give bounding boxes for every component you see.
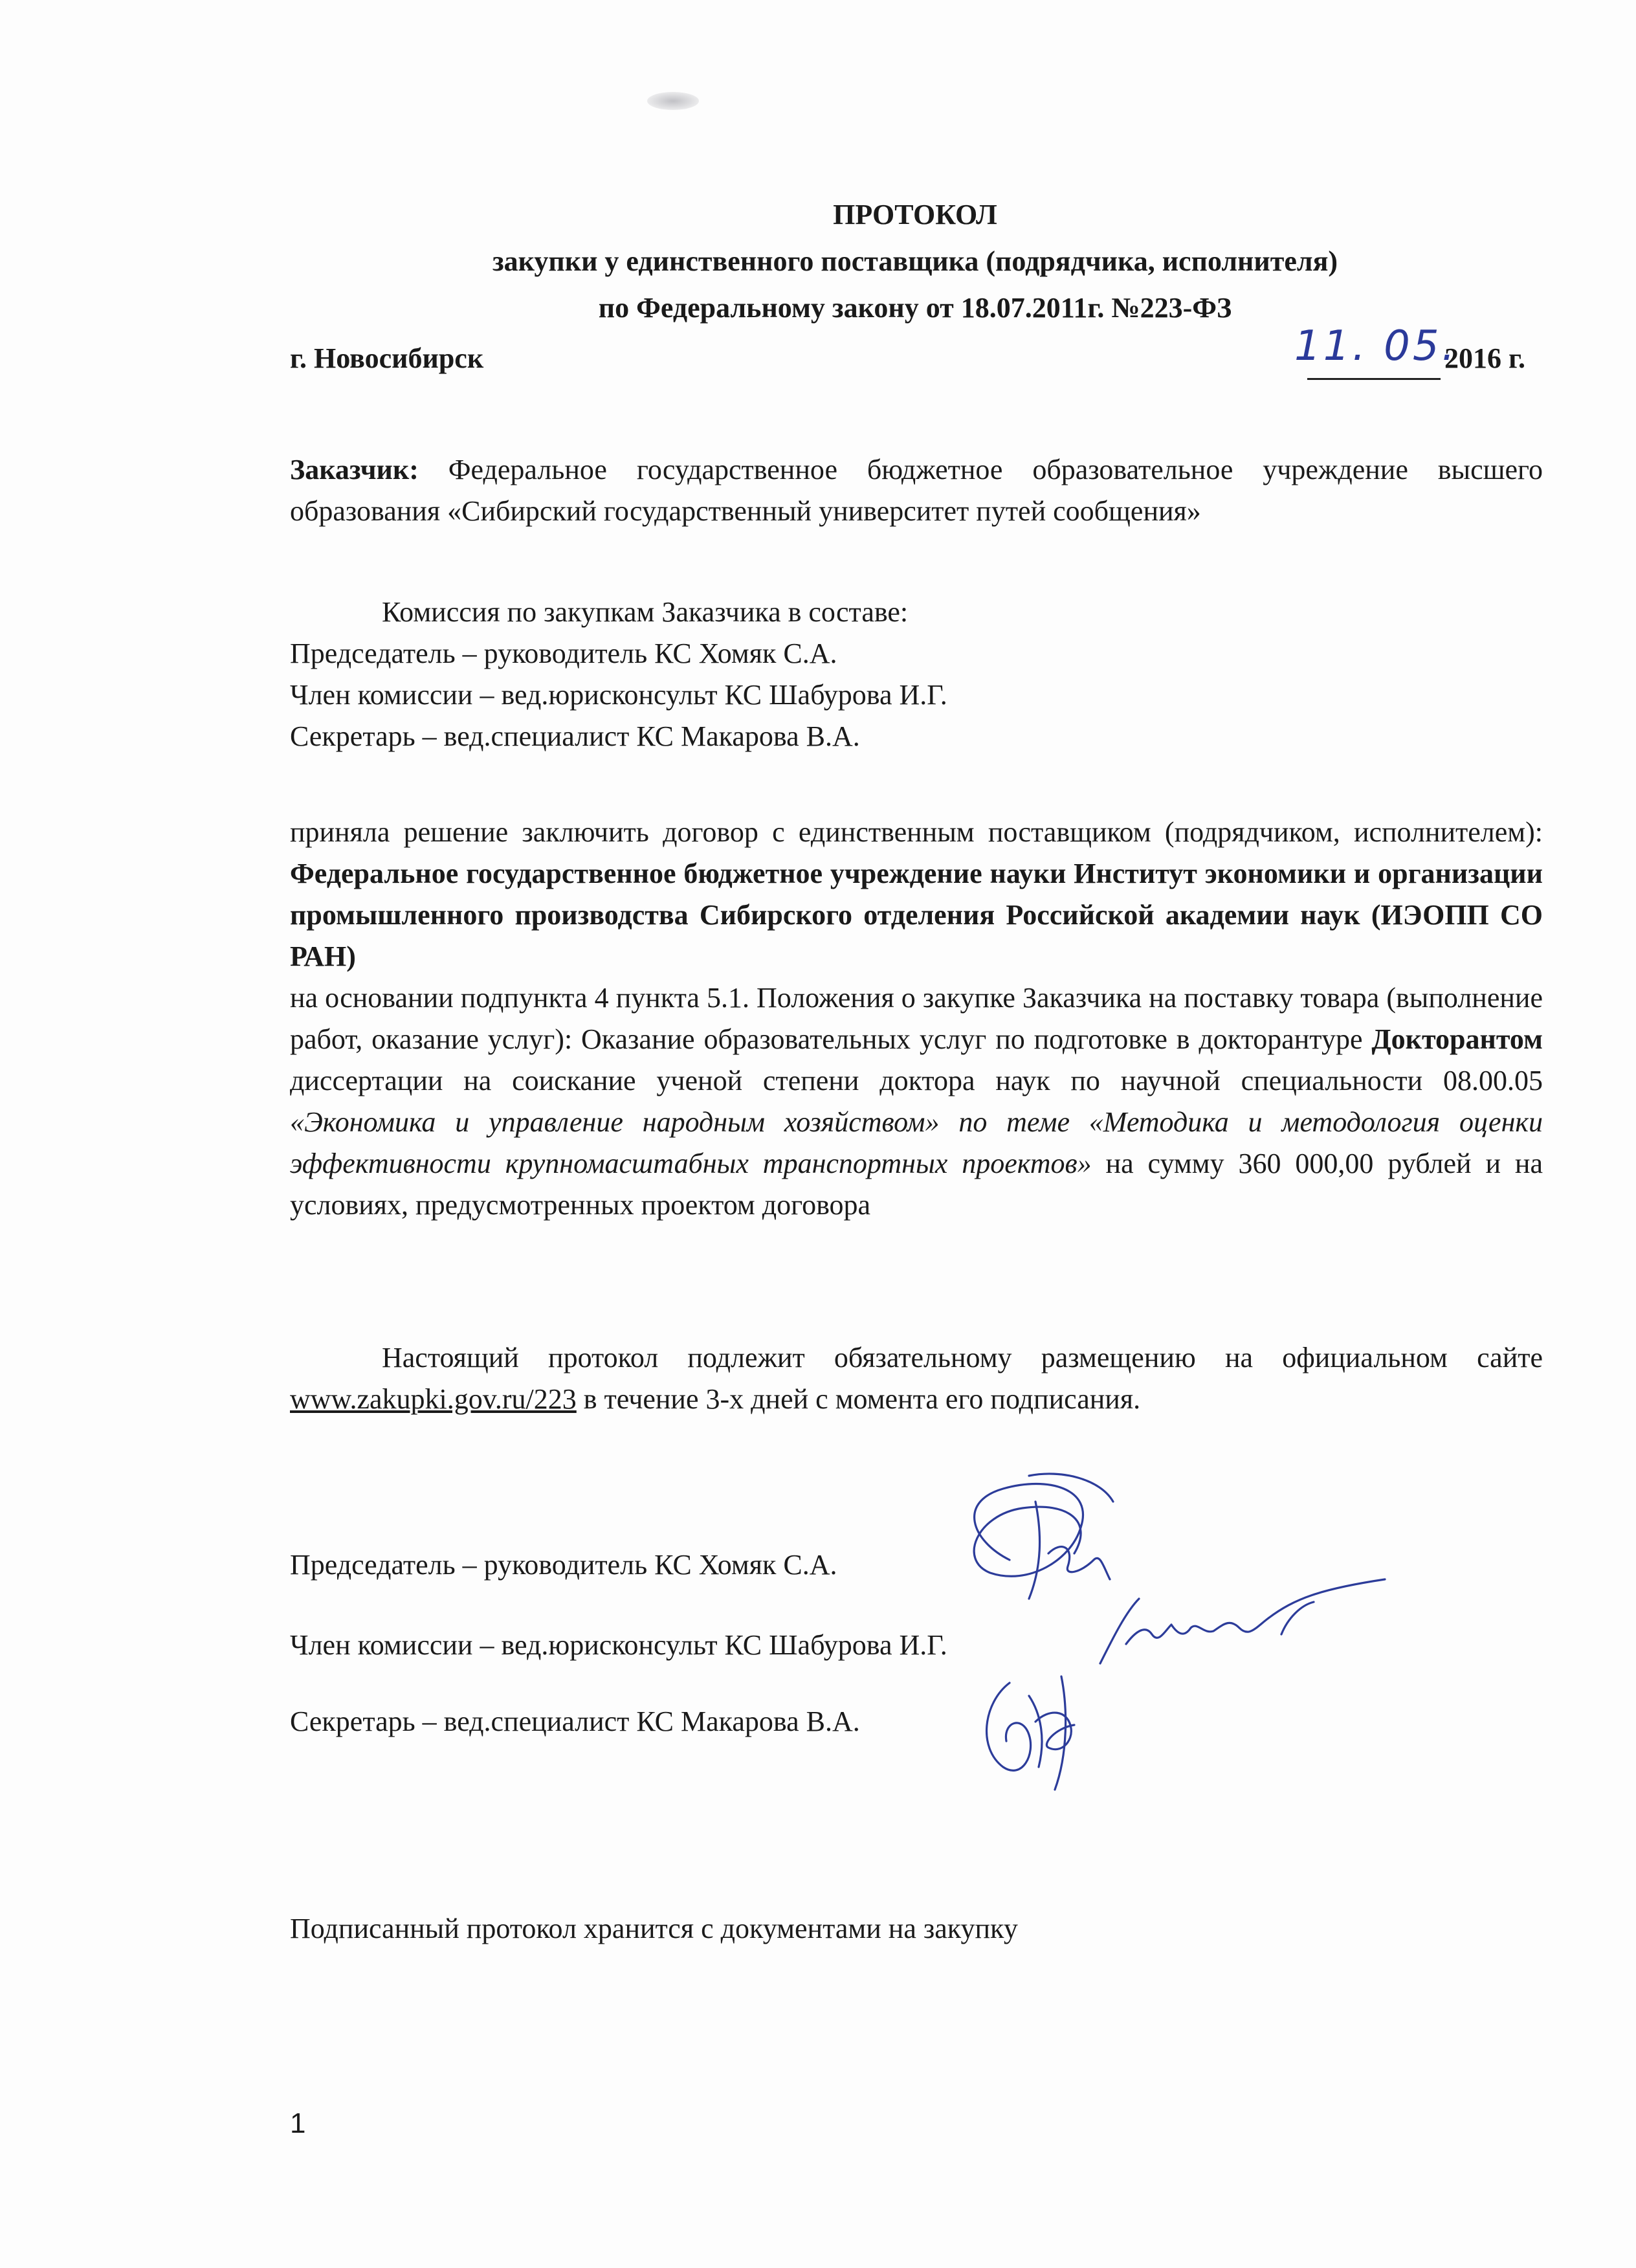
commission-member-secretary: Секретарь – вед.специалист КС Макарова В.А.: [290, 720, 860, 752]
signature-line-member: Член комиссии – вед.юрисконсульт КС Шабурова И.Г.: [290, 1629, 947, 1661]
footer-note: Подписанный протокол хранится с документами на закупку: [290, 1913, 1018, 1944]
publication-paragraph: [290, 1337, 1543, 1420]
publication-text: Настоящий протокол подлежит обязательному размещению на официальном сайте: [382, 1342, 1543, 1373]
customer-label: Заказчик:: [290, 454, 419, 485]
dissertation-topic: «Экономика и управление народным хозяйством» по теме «Методика и методология оценки эффективности крупномасштабных транспортных проектов»: [290, 1106, 1543, 1179]
doctoral-student: Докторантом: [1371, 1023, 1543, 1055]
signature-secretary: [971, 1657, 1100, 1793]
document-law-reference: по Федеральному закону от 18.07.2011г. №223-ФЗ: [598, 292, 1232, 324]
supplier-name: Федеральное государственное бюджетное учреждение науки Институт экономики и организации промышленного производства Сибирского отделения Российской академии наук (ИЭОПП СО РАН): [290, 858, 1543, 972]
signature-line-chair: Председатель – руководитель КС Хомяк С.А.: [290, 1549, 837, 1581]
date-year: 2016 г.: [1444, 342, 1526, 374]
basis-text: на основании подпункта 4 пункта 5.1. Положения о закупке Заказчика на поставку товара (выполнение работ, оказание услуг): Оказание образовательных услуг по подготовке в докторантуре: [290, 982, 1543, 1055]
dissertation-text: диссертации на соискание ученой степени доктора наук по научной специальности 08.00.05: [290, 1065, 1543, 1096]
commission-member: Член комиссии – вед.юрисконсульт КС Шабурова И.Г.: [290, 679, 947, 711]
date-underline: [1307, 378, 1441, 380]
commission-member-chair: Председатель – руководитель КС Хомяк С.А.: [290, 638, 837, 669]
customer-paragraph: [290, 449, 1543, 532]
signature-line-secretary: Секретарь – вед.специалист КС Макарова В.А.: [290, 1706, 860, 1737]
document-title: ПРОТОКОЛ: [833, 199, 997, 230]
document-date: [1294, 322, 1540, 374]
page-number: 1: [290, 2107, 306, 2139]
publication-deadline: в течение 3-х дней с момента его подписания.: [576, 1383, 1141, 1415]
signature-member: [1087, 1573, 1398, 1689]
zakupki-link[interactable]: www.zakupki.gov.ru/223: [290, 1383, 577, 1415]
place: г. Новосибирск: [290, 342, 484, 374]
decision-paragraph: [290, 812, 1543, 977]
basis-paragraph: [290, 977, 1543, 1226]
document-header: [0, 192, 1636, 331]
decision-intro: приняла решение заключить договор с единственным поставщиком (подрядчиком, исполнителем):: [290, 816, 1543, 848]
contract-terms: на сумму 360 000,00 рублей и на условиях, предусмотренных проектом договора: [290, 1148, 1543, 1221]
handwritten-date: 11. 05.: [1294, 322, 1457, 370]
customer-text: Федеральное государственное бюджетное образовательное учреждение высшего образования «Сибирский государственный университет путей сообщения»: [290, 454, 1543, 527]
document-subtitle: закупки у единственного поставщика (подрядчика, исполнителя): [492, 245, 1338, 277]
commission-intro: Комиссия по закупкам Заказчика в составе:: [382, 596, 909, 628]
scan-smudge: [647, 92, 699, 110]
